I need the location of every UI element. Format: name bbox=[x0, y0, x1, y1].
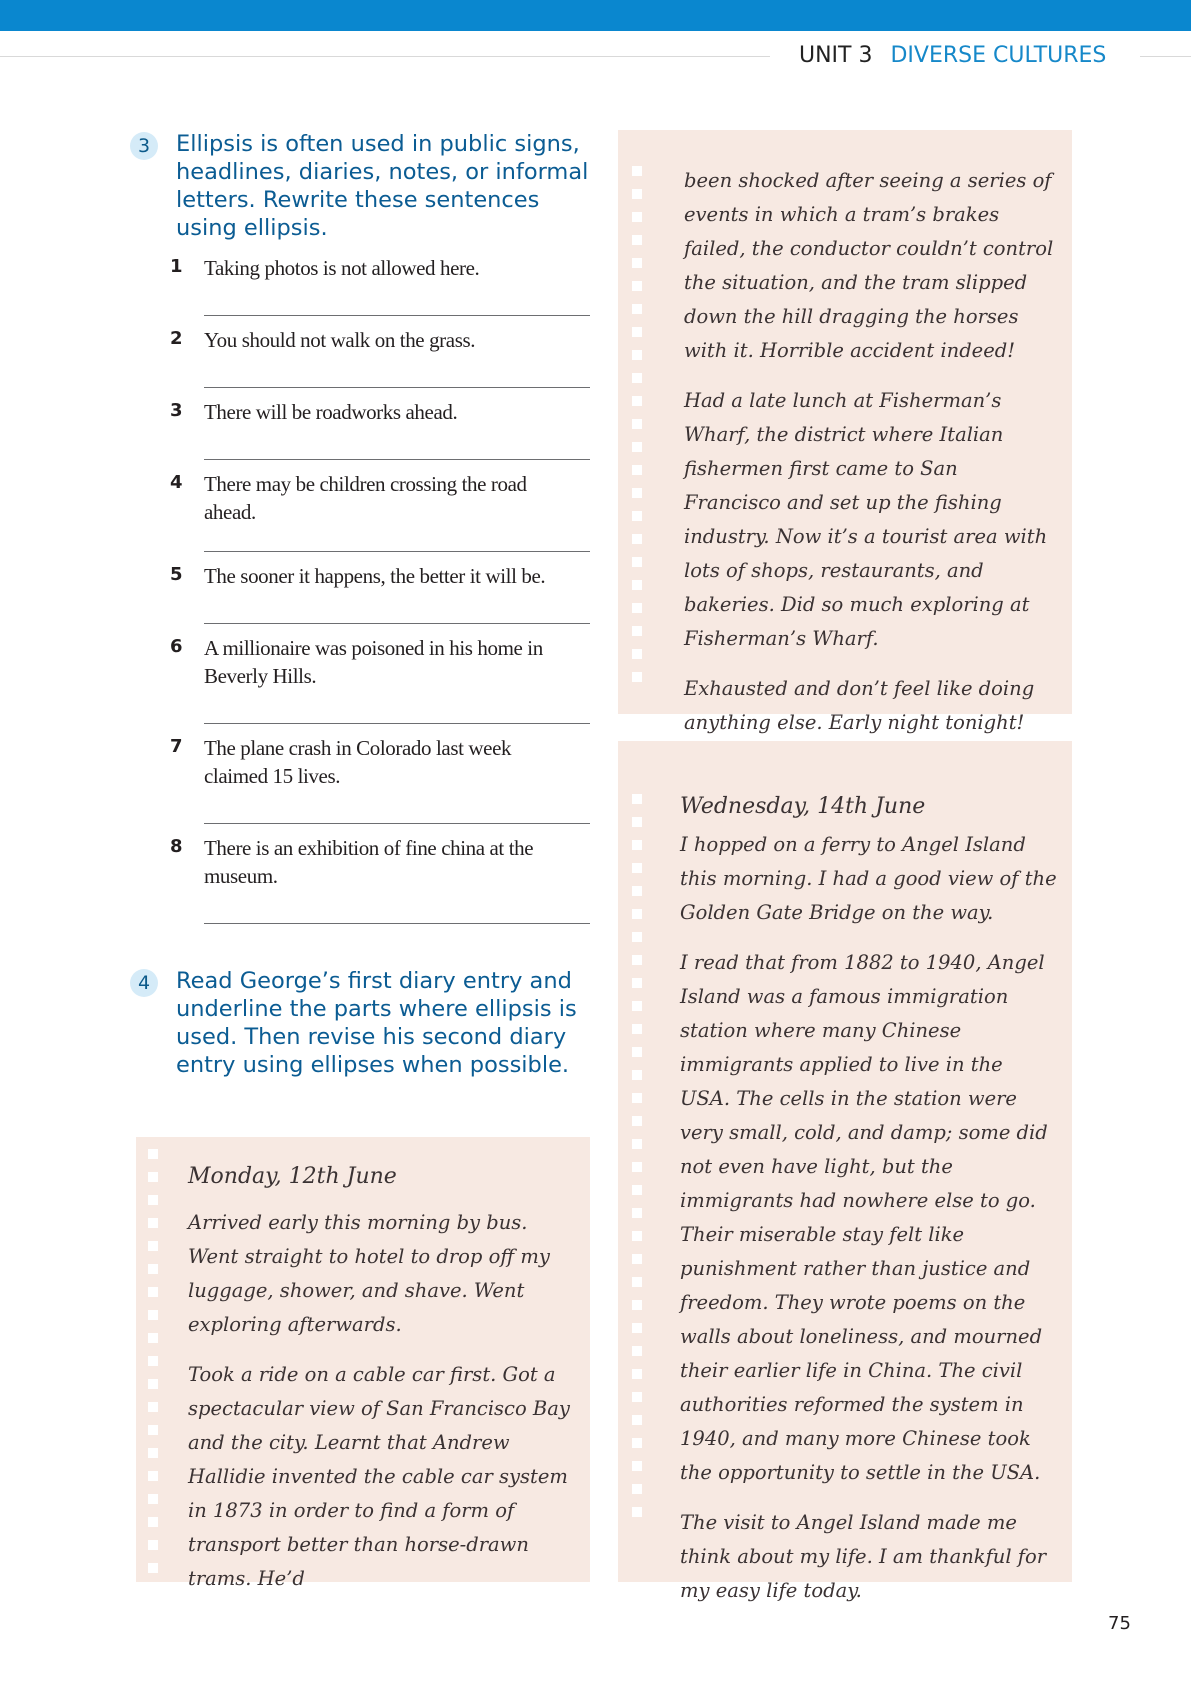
task-3-instruction: Ellipsis is often used in public signs, headlines, diaries, notes, or informal letters. Rewrite these sentences using ellipsis. bbox=[176, 131, 589, 241]
answer-line-4[interactable] bbox=[204, 551, 590, 552]
diary-entry-2-body bbox=[680, 792, 1058, 1608]
diary-paragraph: Arrived early this morning by bus. Went straight to hotel to drop off my luggage, shower, and shave. Went exploring afterwards. bbox=[188, 1211, 550, 1336]
diary-entry-1-box bbox=[136, 1137, 590, 1590]
diary-entry-1-body bbox=[188, 1162, 572, 1596]
unit-label: UNIT 3 bbox=[799, 43, 873, 68]
item-number: 3 bbox=[170, 400, 183, 421]
diary-date: Wednesday, 14th June bbox=[680, 794, 926, 819]
task-4-number-badge: 4 bbox=[130, 969, 158, 997]
header-rule-right bbox=[1140, 56, 1191, 57]
answer-line-3[interactable] bbox=[204, 459, 590, 460]
item-sentence: There will be roadworks ahead. bbox=[204, 400, 458, 424]
item-sentence: There is an exhibition of fine china at the museum. bbox=[204, 836, 534, 888]
diary-entry-1-continued-box bbox=[618, 130, 1072, 734]
item-number: 1 bbox=[170, 256, 183, 277]
item-sentence: The sooner it happens, the better it will be. bbox=[204, 564, 546, 588]
item-sentence: A millionaire was poisoned in his home in Beverly Hills. bbox=[204, 636, 543, 688]
item-number: 2 bbox=[170, 328, 183, 349]
answer-line-2[interactable] bbox=[204, 387, 590, 388]
unit-title: DIVERSE CULTURES bbox=[890, 43, 1107, 68]
answer-line-5[interactable] bbox=[204, 623, 590, 624]
diary-paragraph: Took a ride on a cable car first. Got a spectacular view of San Francisco Bay and the city. Learnt that Andrew Hallidie invented the cable car system in 1873 in order to find a form of transport better than horse-drawn trams. He’d bbox=[188, 1363, 570, 1590]
task-4-instruction: Read George’s first diary entry and underline the parts where ellipsis is used. Then revise his second diary entry using ellipses when possible. bbox=[176, 968, 577, 1078]
diary-entry-1-continued-body bbox=[684, 164, 1056, 740]
answer-line-1[interactable] bbox=[204, 315, 590, 316]
page-number: 75 bbox=[1108, 1613, 1131, 1634]
item-sentence: You should not walk on the grass. bbox=[204, 328, 476, 352]
item-sentence: Taking photos is not allowed here. bbox=[204, 256, 480, 280]
diary-paragraph: Exhausted and don’t feel like doing anything else. Early night tonight! bbox=[684, 677, 1035, 734]
answer-line-7[interactable] bbox=[204, 823, 590, 824]
running-header bbox=[799, 42, 1106, 70]
item-number: 7 bbox=[170, 736, 183, 757]
item-sentence: There may be children crossing the road ahead. bbox=[204, 472, 527, 524]
answer-line-6[interactable] bbox=[204, 723, 590, 724]
diary-paragraph: I hopped on a ferry to Angel Island this morning. I had a good view of the Golden Gate Bridge on the way. bbox=[680, 833, 1057, 924]
item-sentence: The plane crash in Colorado last week claimed 15 lives. bbox=[204, 736, 512, 788]
diary-paragraph: Had a late lunch at Fisherman’s Wharf, the district where Italian fishermen first came to San Francisco and set up the fishing industry. Now it’s a tourist area with lots of shops, restaurants, and bakeries. Did so much exploring at Fisherman’s Wharf. bbox=[684, 389, 1048, 650]
item-number: 6 bbox=[170, 636, 183, 657]
diary-date: Monday, 12th June bbox=[188, 1164, 397, 1189]
diary-paragraph: The visit to Angel Island made me think about my life. I am thankful for my easy life today. bbox=[680, 1511, 1047, 1602]
header-rule bbox=[0, 56, 770, 57]
answer-line-8[interactable] bbox=[204, 923, 590, 924]
task-3-number-badge: 3 bbox=[130, 132, 158, 160]
diary-paragraph: been shocked after seeing a series of events in which a tram’s brakes failed, the conductor couldn’t control the situation, and the tram slipped down the hill dragging the horses with it. Horrible accident indeed! bbox=[684, 169, 1054, 362]
item-number: 8 bbox=[170, 836, 183, 857]
top-color-bar bbox=[0, 0, 1191, 31]
diary-paragraph: I read that from 1882 to 1940, Angel Island was a famous immigration station where many Chinese immigrants applied to live in the USA. The cells in the station were very small, cold, and damp; some did not even have light, but the immigrants had nowhere else to go. Their miserable stay felt like punishment rather than justice and freedom. They wrote poems on the walls about loneliness, and mourned their earlier life in China. The civil authorities reformed the system in 1940, and many more Chinese took the opportunity to settle in the USA. bbox=[680, 951, 1048, 1484]
item-number: 5 bbox=[170, 564, 183, 585]
item-number: 4 bbox=[170, 472, 183, 493]
diary-entry-2-box bbox=[618, 741, 1072, 1602]
